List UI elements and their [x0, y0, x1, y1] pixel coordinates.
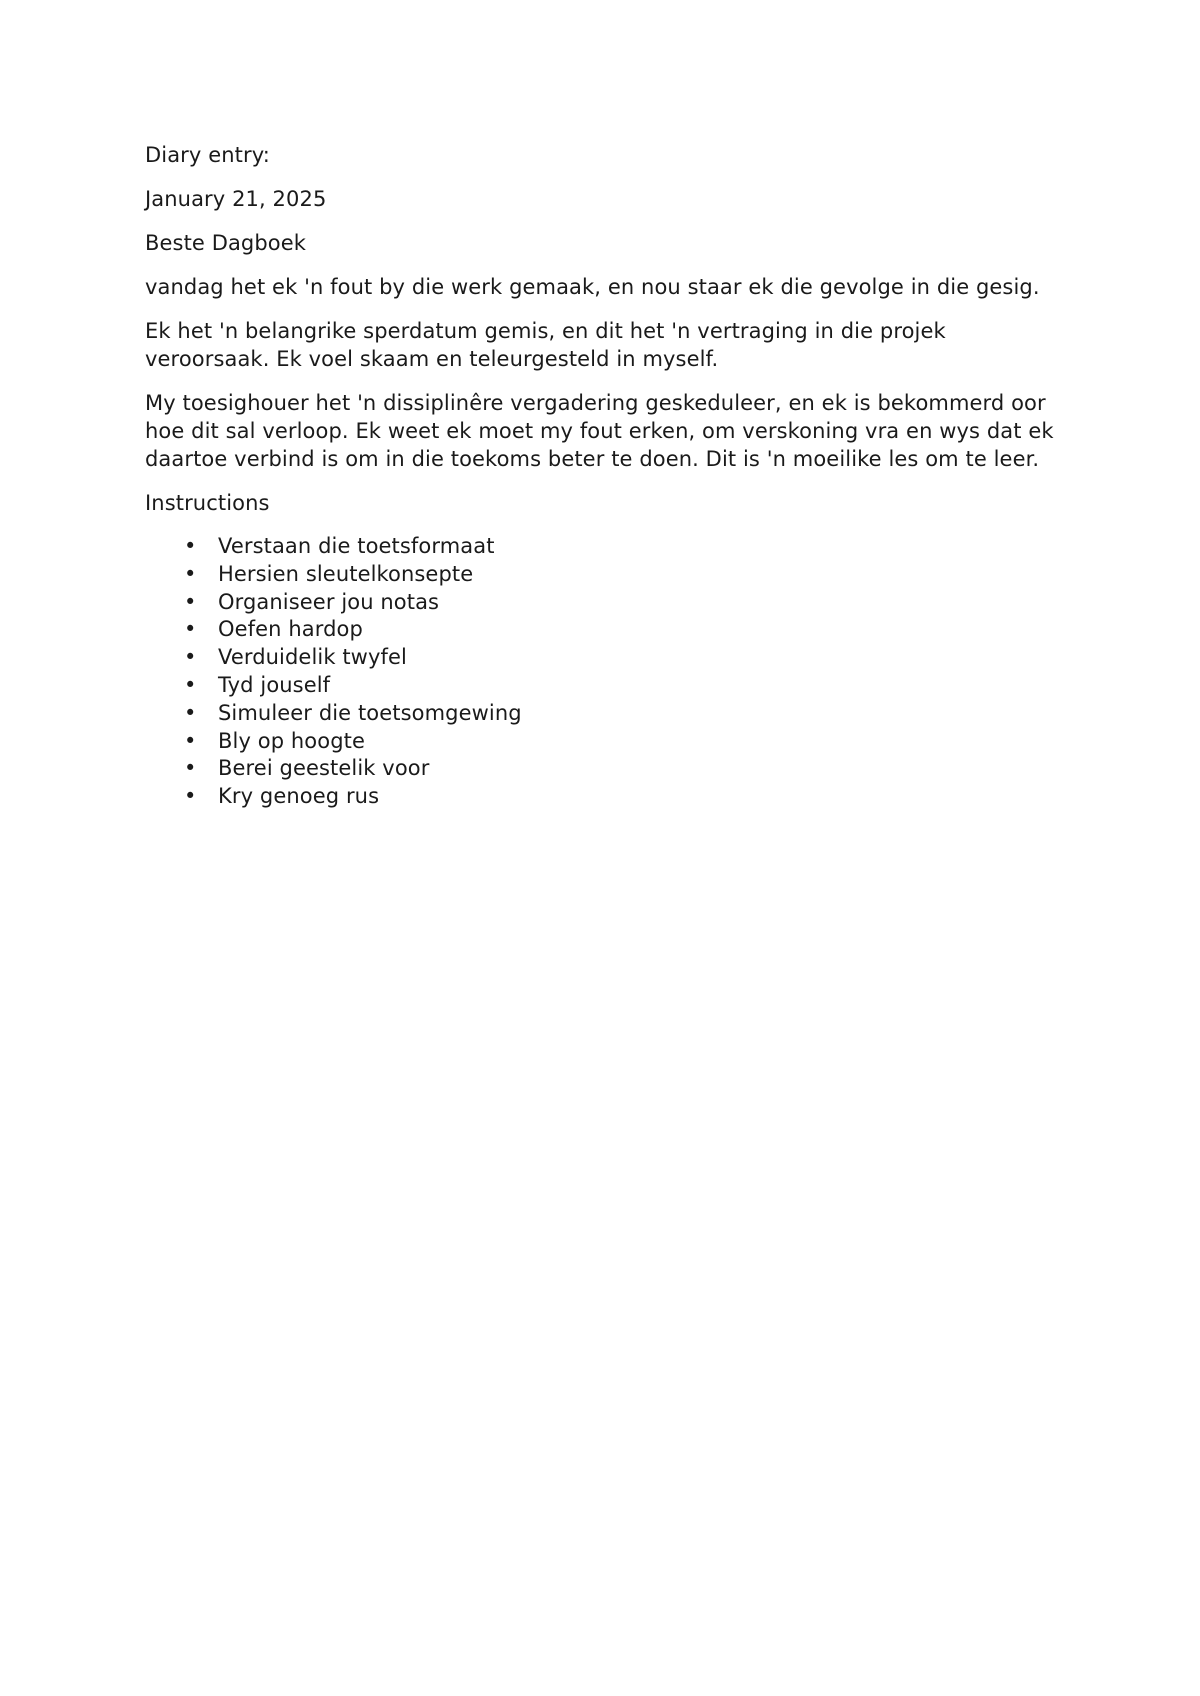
- bullet-icon: •: [184, 672, 197, 697]
- list-item: [145, 589, 1065, 617]
- paragraph: Ek het 'n belangrike sperdatum gemis, en dit het 'n vertraging in die projek veroorsaak. Ek voel skaam en teleurgesteld in myself.: [145, 319, 946, 371]
- list-item-text: Bly op hoogte: [218, 728, 365, 753]
- list-item: [145, 672, 1065, 700]
- list-item-text: Kry genoeg rus: [218, 784, 380, 809]
- list-item: [145, 783, 1065, 811]
- list-item-text: Verstaan die toetsformaat: [218, 534, 495, 558]
- list-item: [145, 700, 1065, 728]
- list-item-text: Organiseer jou notas: [218, 589, 440, 614]
- bullet-icon: •: [184, 645, 197, 670]
- paragraph: vandag het ek 'n fout by die werk gemaak, en nou staar ek die gevolge in die gesig.: [145, 275, 1040, 299]
- bullet-icon: •: [184, 728, 197, 753]
- bullet-icon: •: [184, 534, 197, 558]
- list-item: [145, 616, 1065, 644]
- bullet-icon: •: [184, 561, 197, 586]
- list-item-text: Oefen hardop: [218, 617, 363, 642]
- bullet-icon: •: [184, 700, 197, 725]
- list-item-text: Hersien sleutelkonsepte: [218, 561, 474, 586]
- instructions-list: [145, 533, 1065, 811]
- bullet-icon: •: [184, 589, 197, 614]
- bullet-icon: •: [184, 617, 197, 642]
- bullet-icon: •: [184, 756, 197, 781]
- bullet-icon: •: [184, 784, 197, 809]
- document-body: [145, 141, 1065, 811]
- instructions-label: Instructions: [145, 491, 270, 515]
- list-item: [145, 755, 1065, 783]
- list-item-text: Simuleer die toetsomgewing: [218, 700, 522, 725]
- greeting: Beste Dagboek: [145, 231, 307, 255]
- list-item-text: Berei geestelik voor: [218, 756, 430, 781]
- list-item-text: Tyd jouself: [218, 672, 331, 697]
- diary-heading: Diary entry:: [145, 143, 270, 167]
- entry-date: January 21, 2025: [145, 187, 327, 211]
- list-item-text: Verduidelik twyfel: [218, 645, 407, 670]
- list-item: [145, 533, 1065, 561]
- list-item: [145, 561, 1065, 589]
- list-item: [145, 728, 1065, 756]
- paragraph: My toesighouer het 'n dissiplinêre vergadering geskeduleer, en ek is bekommerd oor hoe dit sal verloop. Ek weet ek moet my fout erken, om verskoning vra en wys dat ek daartoe verbind is om in die toekoms beter te doen. Dit is 'n moeilike les om te leer.: [145, 391, 1054, 471]
- list-item: [145, 644, 1065, 672]
